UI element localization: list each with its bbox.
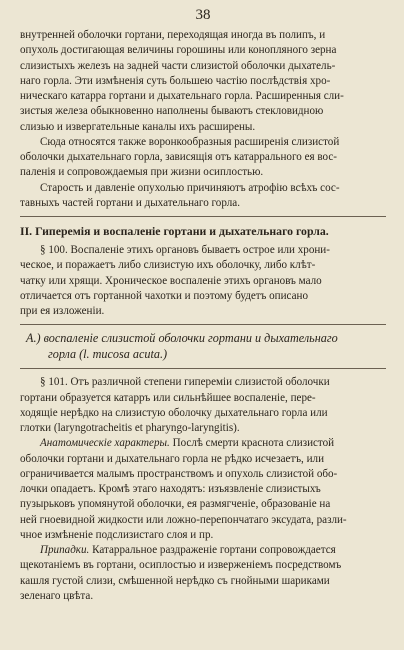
paragraph-funnel-dilation (20, 135, 386, 181)
section-divider (20, 216, 386, 217)
text-line: слизистыхъ железъ на задней части слизистой оболочки дыхатель- (20, 59, 336, 72)
text-line: чное измѣненіе подслизистаго слоя и пр. (20, 528, 214, 541)
text-line: ческое, и поражаетъ либо слизистую ихъ оболочку, либо клѣт- (20, 259, 316, 272)
section-heading: II. Гиперемія и воспаленіе гортани и дыхательнаго горла. (20, 224, 329, 238)
anatomical-label: Анатомическіе характеры. (40, 437, 170, 450)
paragraph-symptoms (20, 543, 386, 604)
text-line: кашля густой слизи, смѣшенной нерѣдко съ гнойными шариками (20, 574, 330, 587)
text-line: Старость и давленіе опухолью причиняютъ атрофію всѣхъ сос- (40, 181, 340, 194)
text-line: ническаго катарра гортани и дыхательнаго горла. Расширенныя сли- (20, 90, 344, 102)
subheading-line: горла (l. mucosa acuta.) (48, 346, 168, 361)
subsection-divider (20, 324, 386, 325)
text-line: ограничивается малымъ пространствомъ и опухоль слизистой обо- (20, 467, 338, 480)
text-line: лочки опадаетъ. Кромѣ этаго находятъ: изъязвленіе слизистыхъ (20, 483, 321, 495)
text-line: щекотаніемъ въ гортани, осиплостью и изверженіемъ посредствомъ (20, 559, 342, 572)
text-line (20, 436, 386, 451)
text-line: оболочки дыхательнаго горла, зависящія отъ катаррального ея вос- (20, 151, 337, 163)
text-line: внутренней оболочки гортани, переходящая иногда въ полипъ, и (20, 29, 326, 41)
text-line: пузырьковъ упомянутой оболочки, ея размягченіе, образованіе на (20, 498, 331, 511)
text-line: чатку или хрящи. Хроническое воспаленіе этихъ органовъ мало (20, 274, 322, 287)
text-line: ней гноевидной жидкости или ложно-перепончатаго эксудата, разли- (20, 513, 347, 526)
text-line: § 100. Воспаленіе этихъ органовъ бываетъ острое или хрони- (40, 244, 330, 256)
text-line: гортани образуется катарръ или сильнѣйшее воспаленіе, пере- (20, 391, 316, 404)
symptoms-label: Припадки. (40, 544, 90, 556)
text-line: оболочки гортани и дыхательнаго горла не рѣдко исчезаетъ, или (20, 452, 325, 465)
text-line: слизью и извергательные каналы ихъ расширены. (20, 120, 256, 133)
text-line (20, 543, 386, 558)
text-line: § 101. Отъ различной степени гипереміи слизистой оболочки (40, 376, 330, 389)
text-line: паленія и сопровождаемыя при жизни осиплостью. (20, 166, 264, 179)
text-line: отличается отъ гортанной чахотки и поэтому будетъ описано (20, 289, 309, 302)
text-fragment: Послѣ смерти краснота слизистой (169, 437, 335, 450)
subsection-heading (20, 331, 386, 362)
text-line: зистыя железа обыкновенно наполнены бываютъ стекловидною (20, 105, 324, 118)
text-fragment: Катарральное раздраженіе гортани сопровождается (89, 544, 336, 556)
paragraph-anatomical (20, 436, 386, 543)
text-line: при ея изложеніи. (20, 305, 105, 317)
text-line: опухоль достигающая величины горошины или конопляного зерна (20, 44, 337, 57)
text-line: зеленаго цвѣта. (20, 589, 94, 602)
paragraph-continuation (20, 28, 386, 135)
text-line: глотки (laryngotracheitis et pharyngo-laryngitis). (20, 422, 240, 434)
subsection-divider (20, 368, 386, 369)
page-number: 38 (195, 7, 211, 23)
paragraph-atrophy (20, 181, 386, 212)
text-line: наго горла. Эти измѣненія суть большею частію послѣдствія хро- (20, 74, 331, 87)
paragraph-100 (20, 243, 386, 319)
text-line: ходящіе нерѣдко на слизистую оболочку дыхательнаго горла или (20, 406, 328, 419)
subheading-line: A.) воспаленіе слизистой оболочки гортани и дыхательнаго (26, 331, 338, 346)
paragraph-101 (20, 375, 386, 436)
text-line: Сюда относятся также воронкообразныя расширенія слизистой (40, 135, 340, 148)
text-line: тавныхъ частей гортани и дыхательнаго горла. (20, 196, 240, 209)
